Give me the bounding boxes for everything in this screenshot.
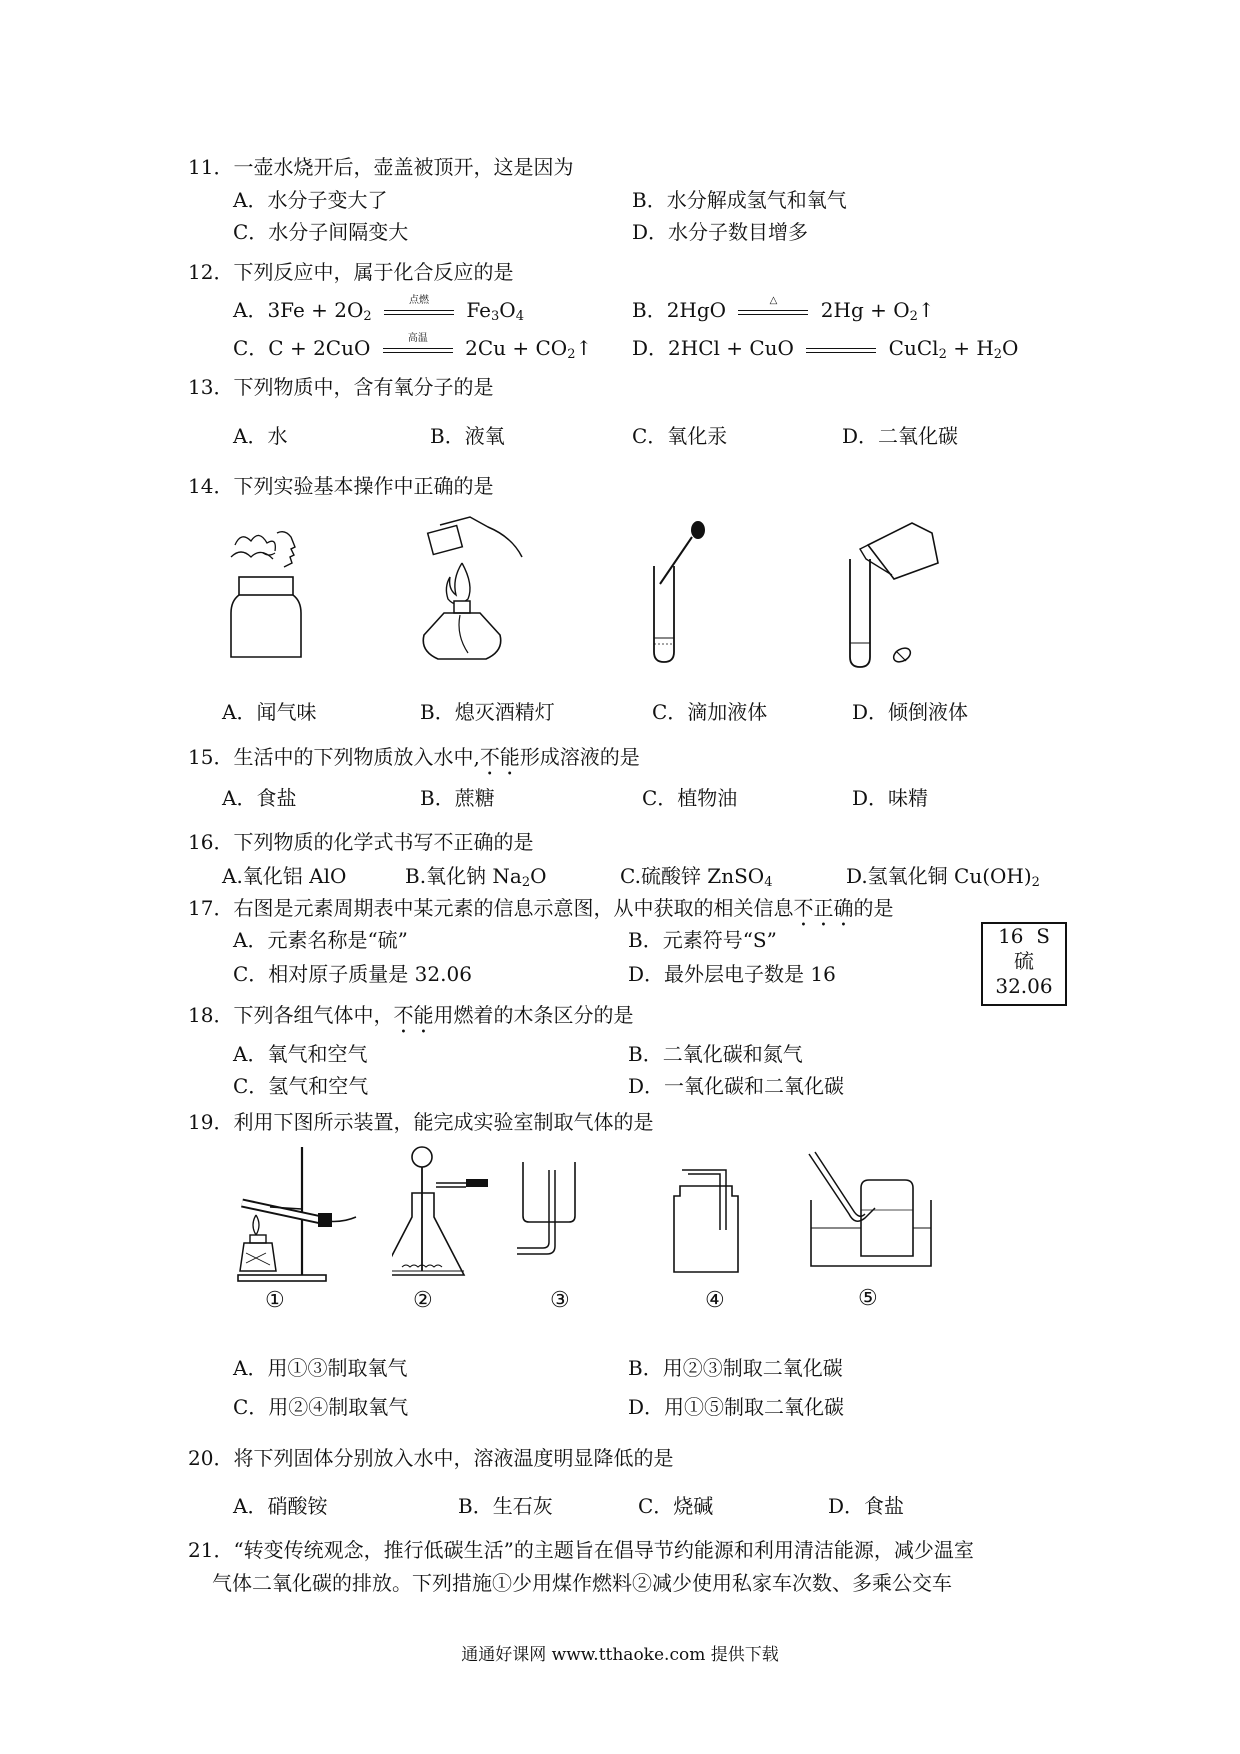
q11-option-d: D．水分子数目增多 [632,220,809,244]
q13-option-c: C．氧化汞 [632,424,728,448]
q19-stem: 19．利用下图所示装置，能完成实验室制取气体的是 [188,1110,654,1134]
q17-option-a: A．元素名称是“硫” [233,928,408,952]
element-symbol: S [1036,924,1050,948]
gas-bottle-figure [670,1158,755,1283]
q12-option-d: D．2HCl + CuO CuCl$_2$ + $H_2O$ [632,336,1019,362]
q16-stem: 16．下列物质的化学式书写不正确的是 [188,830,534,854]
q12-option-c: C．C + 2CuO 高温 $2Cu + CO_2↑$ [233,332,593,362]
q15-option-d: D．味精 [852,786,929,810]
q14-stem: 14．下列实验基本操作中正确的是 [188,474,494,498]
q20-option-a: A．硝酸铵 [233,1494,328,1518]
apparatus-label-1: ① [265,1288,285,1313]
q20-stem: 20．将下列固体分别放入水中，溶液温度明显降低的是 [188,1446,674,1470]
q19-option-c: C．用②④制取氧气 [233,1395,409,1419]
q15-option-c: C．植物油 [642,786,738,810]
smell-gas-figure [225,525,335,665]
q17-option-d: D．最外层电子数是 16 [628,962,836,986]
q15-option-b: B．蔗糖 [420,786,495,810]
q19-option-b: B．用②③制取二氧化碳 [628,1356,843,1380]
water-trough-figure [805,1148,940,1283]
q16-option-c: C.硫酸锌 ZnSO$_4$ [620,864,773,890]
element-name: 硫 [1014,949,1034,973]
q14-option-b: B．熄灭酒精灯 [420,700,555,724]
q21-line-2: 气体二氧化碳的排放。下列措施①少用煤作燃料②减少使用私家车次数、多乘公交车 [212,1571,952,1595]
q17-option-c: C．相对原子质量是 32.06 [233,962,472,986]
heating-apparatus-figure [230,1145,365,1285]
apparatus-label-2: ② [413,1288,433,1313]
q13-option-a: A．水 [233,424,288,448]
q16-option-a: A.氧化铝 AlO [222,864,347,888]
q14-option-d: D．倾倒液体 [852,700,969,724]
q18-stem: 18．下列各组气体中，不能用燃着的木条区分的是 [188,1003,634,1027]
q13-option-b: B．液氧 [430,424,505,448]
q14-option-c: C．滴加液体 [652,700,768,724]
q17-stem: 17．右图是元素周期表中某元素的信息示意图，从中获取的相关信息不正确的是 [188,896,894,920]
apparatus-label-4: ④ [705,1288,725,1313]
page-footer: 通通好课网 www.tthaoke.com 提供下载 [461,1645,779,1665]
q15-option-a: A．食盐 [222,786,297,810]
q12-option-a: A．$3Fe + 2O_2$ 点燃 $Fe_3O_4$ [233,294,524,324]
q11-option-c: C．水分子间隔变大 [233,220,409,244]
q18-option-b: B．二氧化碳和氮气 [628,1042,803,1066]
q12-option-b: B．2HgO △ $2Hg + O_2↑$ [632,294,935,324]
apparatus-label-5: ⑤ [858,1286,878,1311]
q13-option-d: D．二氧化碳 [842,424,959,448]
q11-option-b: B．水分解成氢气和氧气 [632,188,847,212]
q16-option-d: D.氢氧化铜 $Cu(OH)_2$ [846,864,1040,890]
q14-option-a: A．闻气味 [222,700,317,724]
apparatus-label-3: ③ [550,1288,570,1313]
element-mass: 32.06 [995,974,1053,998]
q11-stem: 11．一壶水烧开后，壶盖被顶开，这是因为 [188,155,574,179]
element-number: 16 [998,924,1024,948]
q13-stem: 13．下列物质中，含有氧分子的是 [188,375,494,399]
q19-option-d: D．用①⑤制取二氧化碳 [628,1395,845,1419]
q20-option-c: C．烧碱 [638,1494,714,1518]
q19-option-a: A．用①③制取氧气 [233,1356,408,1380]
q21-line-1: 21．“转变传统观念，推行低碳生活”的主题旨在倡导节约能源和利用清洁能源，减少温室 [188,1538,974,1562]
dropper-figure [640,520,720,670]
flask-funnel-figure [392,1143,492,1285]
q20-option-b: B．生石灰 [458,1494,553,1518]
q15-stem: 15．生活中的下列物质放入水中,不能形成溶液的是 [188,745,640,769]
q16-option-b: B.氧化钠 $Na_2O$ [405,864,547,890]
q17-option-b: B．元素符号“S” [628,928,777,952]
alcohol-lamp-figure [400,515,530,670]
q18-option-a: A．氧气和空气 [233,1042,368,1066]
q11-option-a: A．水分子变大了 [233,188,388,212]
q18-option-c: C．氢气和空气 [233,1074,369,1098]
q18-option-d: D．一氧化碳和二氧化碳 [628,1074,845,1098]
q20-option-d: D．食盐 [828,1494,905,1518]
downward-collection-figure [515,1160,590,1280]
pour-liquid-figure [830,515,960,675]
q12-stem: 12．下列反应中，属于化合反应的是 [188,260,514,284]
element-info-box [981,922,1067,1006]
